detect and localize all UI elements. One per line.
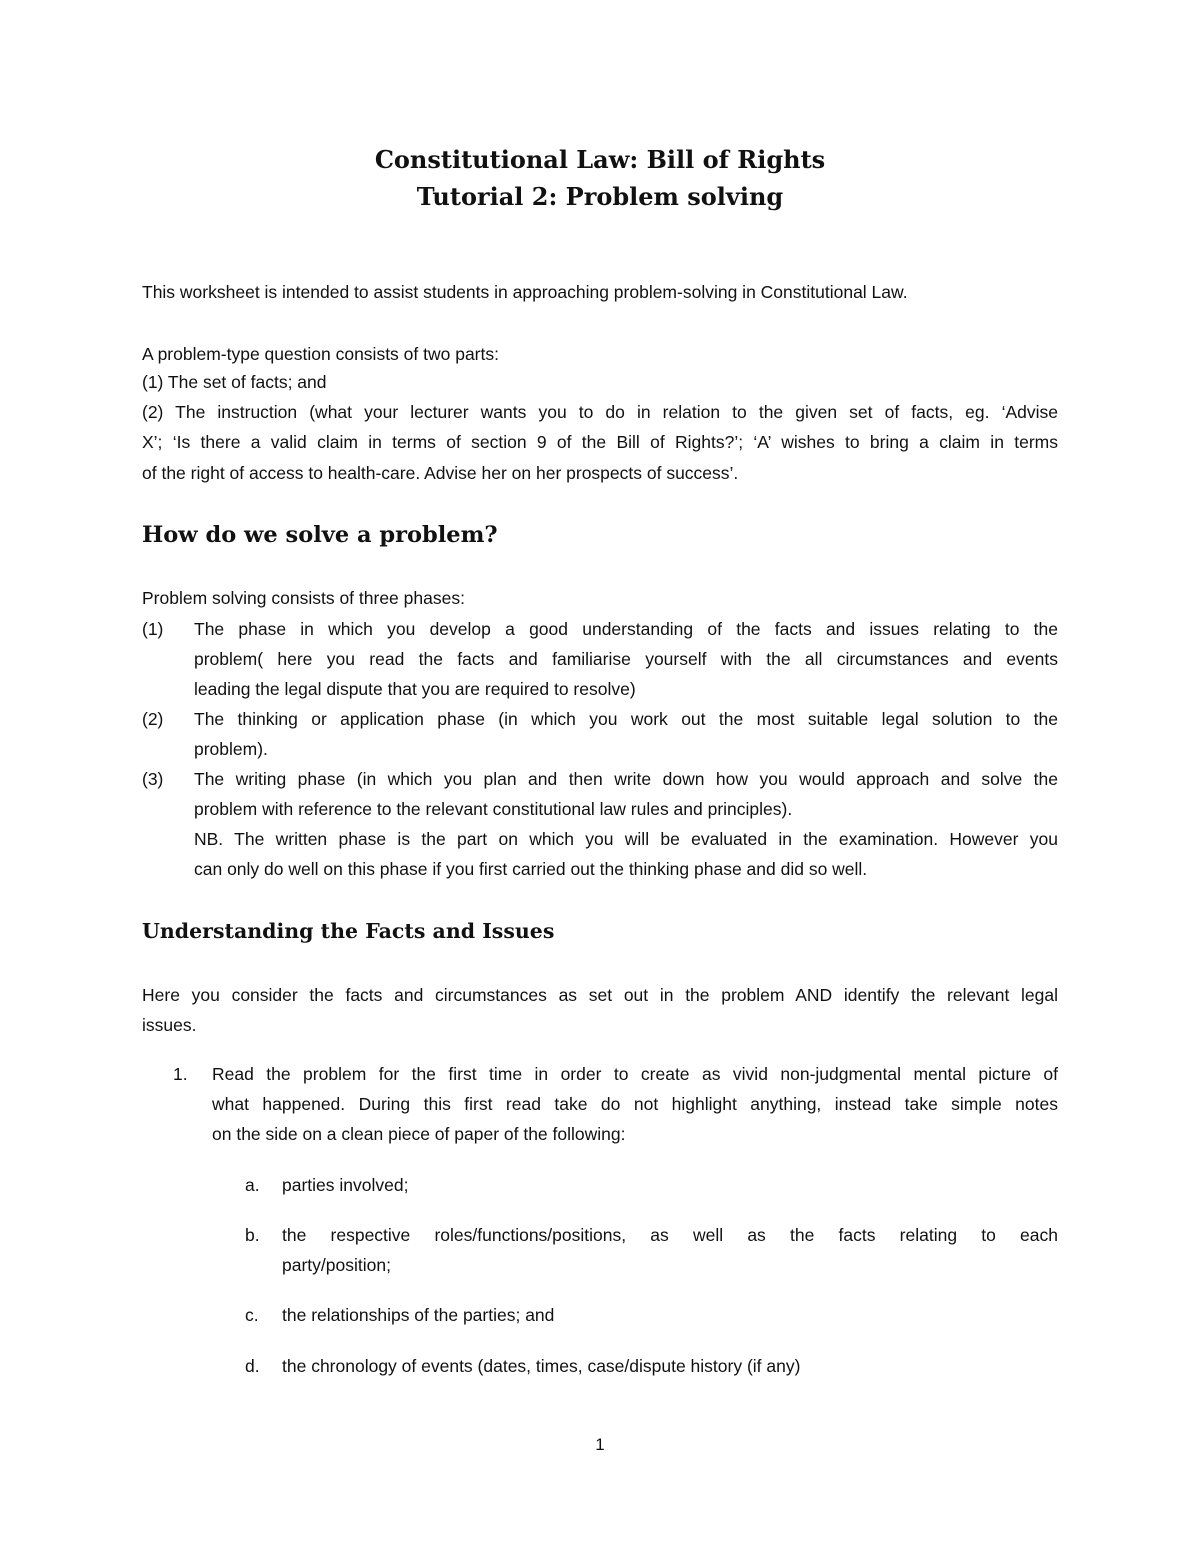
intro-paragraph: This worksheet is intended to assist students in approaching problem-solving in Constitutional Law.: [142, 282, 908, 302]
subitem-marker: d.: [245, 1356, 260, 1376]
phases-lead: Problem solving consists of three phases:: [142, 588, 465, 608]
phase-marker: (1): [142, 619, 164, 639]
step-line: Read the problem for the first time in order to create as vivid non-judgmental mental picture of: [212, 1064, 1058, 1084]
phase-line: problem).: [194, 739, 268, 759]
subitem-line: the chronology of events (dates, times, case/dispute history (if any): [282, 1356, 801, 1376]
facts-lead-line: Here you consider the facts and circumstances as set out in the problem AND identify the relevant legal: [142, 985, 1058, 1005]
subitem-marker: a.: [245, 1175, 260, 1195]
section-heading-solve: How do we solve a problem?: [142, 522, 498, 548]
parts-lead: A problem-type question consists of two parts:: [142, 344, 499, 364]
phase-line: The thinking or application phase (in which you work out the most suitable legal solution to the: [194, 709, 1058, 729]
phase-line: The writing phase (in which you plan and then write down how you would approach and solve the: [194, 769, 1058, 789]
phase-line: The phase in which you develop a good understanding of the facts and issues relating to the: [194, 619, 1058, 639]
parts-item-2-line: X’; ‘Is there a valid claim in terms of section 9 of the Bill of Rights?’; ‘A’ wishes to bring a claim in terms: [142, 432, 1058, 452]
step-line: what happened. During this first read take do not highlight anything, instead take simple notes: [212, 1094, 1058, 1114]
phase-marker: (3): [142, 769, 164, 789]
parts-item-2-line: (2) The instruction (what your lecturer wants you to do in relation to the given set of facts, eg. ‘Advise: [142, 402, 1058, 422]
document-subtitle: Tutorial 2: Problem solving: [416, 182, 784, 211]
subitem-line: party/position;: [282, 1255, 391, 1275]
phase-marker: (2): [142, 709, 164, 729]
step-marker: 1.: [173, 1064, 188, 1084]
step-line: on the side on a clean piece of paper of the following:: [212, 1124, 626, 1144]
facts-lead-line: issues.: [142, 1015, 197, 1035]
phase-line: can only do well on this phase if you first carried out the thinking phase and did so well.: [194, 859, 868, 879]
page-number: 1: [595, 1435, 605, 1454]
subitem-line: the relationships of the parties; and: [282, 1305, 555, 1325]
subitem-marker: c.: [245, 1305, 259, 1325]
parts-item-1: (1) The set of facts; and: [142, 372, 327, 392]
phase-line: NB. The written phase is the part on which you will be evaluated in the examination. However you: [194, 829, 1058, 849]
section-heading-facts: Understanding the Facts and Issues: [142, 919, 555, 943]
parts-item-2-line: of the right of access to health-care. Advise her on her prospects of success’.: [142, 463, 739, 483]
phase-line: problem with reference to the relevant constitutional law rules and principles).: [194, 799, 793, 819]
phase-line: problem( here you read the facts and familiarise yourself with the all circumstances and events: [194, 649, 1058, 669]
subitem-line: parties involved;: [282, 1175, 409, 1195]
phase-line: leading the legal dispute that you are required to resolve): [194, 679, 636, 699]
document-title: Constitutional Law: Bill of Rights: [374, 145, 826, 174]
subitem-marker: b.: [245, 1225, 260, 1245]
subitem-line: the respective roles/functions/positions, as well as the facts relating to each: [282, 1225, 1058, 1245]
